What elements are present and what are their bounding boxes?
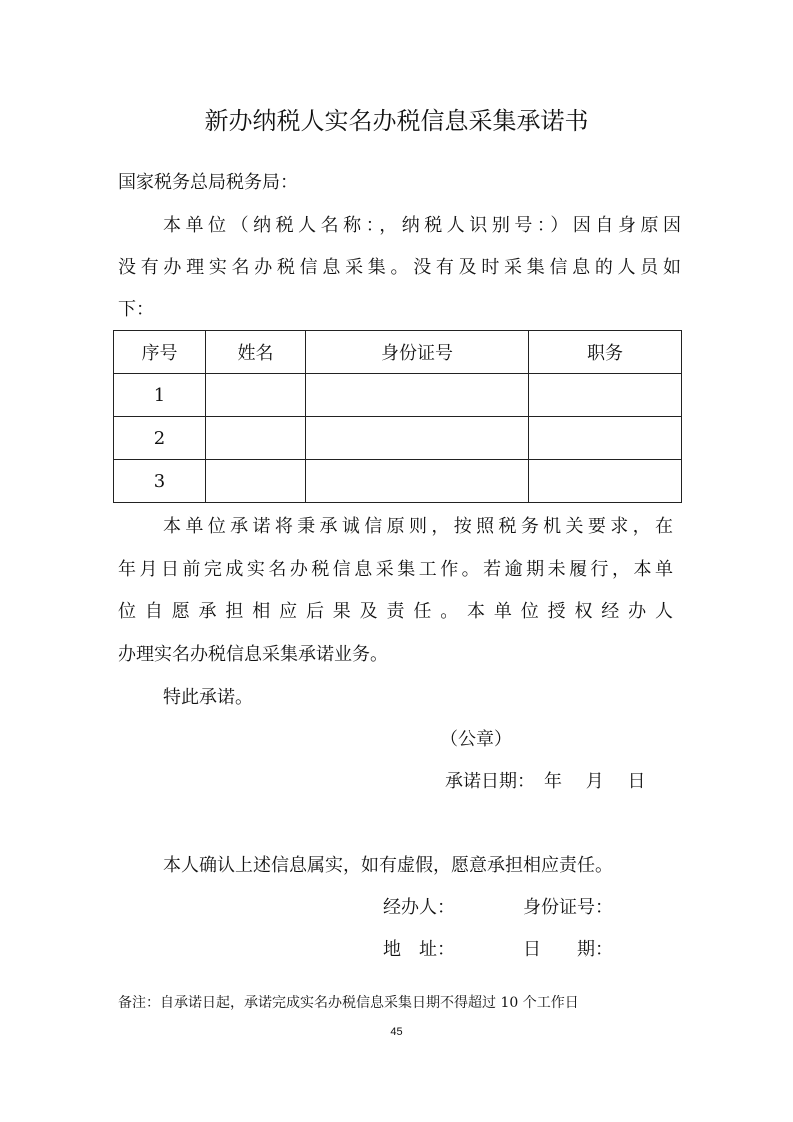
seal-label: （公章） xyxy=(440,729,512,750)
cell-id-number[interactable] xyxy=(306,374,529,417)
confirmation-statement: 本人确认上述信息属实，如有虚假，愿意承担相应责任。 xyxy=(163,855,613,876)
paragraph-2-line: 本单位承诺将秉承诚信原则，按照税务机关要求，在 xyxy=(163,516,673,537)
header-name: 姓名 xyxy=(206,331,306,374)
cell-name[interactable] xyxy=(206,417,306,460)
paragraph-2-line: 年月日前完成实名办税信息采集工作。若逾期未履行，本单 xyxy=(118,559,673,580)
address-label: 地 址： xyxy=(383,939,455,960)
commit-date: 承诺日期： 年 月 日 xyxy=(445,771,646,792)
cell-id-number[interactable] xyxy=(306,460,529,503)
agent-label: 经办人： xyxy=(383,897,455,918)
cell-name[interactable] xyxy=(206,374,306,417)
paragraph-1-line: 没有办理实名办税信息采集。没有及时采集信息的人员如 xyxy=(118,257,681,278)
table-row xyxy=(114,417,682,460)
paragraph-1-line: 本单位（纳税人名称：，纳税人识别号：）因自身原因 xyxy=(163,215,681,236)
personnel-table xyxy=(113,330,682,503)
addressee: 国家税务总局税务局： xyxy=(118,172,298,193)
header-index: 序号 xyxy=(114,331,206,374)
header-id-number: 身份证号 xyxy=(306,331,529,374)
paragraph-1-line: 下： xyxy=(118,299,154,320)
cell-position[interactable] xyxy=(529,460,682,503)
table-row xyxy=(114,460,682,503)
page-number: 45 xyxy=(390,1026,403,1038)
id-number-label: 身份证号： xyxy=(523,897,613,918)
table-header-row xyxy=(114,331,682,374)
cell-index: 3 xyxy=(114,460,206,503)
cell-position[interactable] xyxy=(529,417,682,460)
cell-position[interactable] xyxy=(529,374,682,417)
closing: 特此承诺。 xyxy=(163,687,253,708)
document-title: 新办纳税人实名办税信息采集承诺书 xyxy=(204,107,589,135)
cell-index: 2 xyxy=(114,417,206,460)
cell-name[interactable] xyxy=(206,460,306,503)
footnote: 备注：自承诺日起，承诺完成实名办税信息采集日期不得超过 10 个工作日 xyxy=(118,995,579,1011)
date-label: 日 期： xyxy=(523,939,613,960)
header-position: 职务 xyxy=(529,331,682,374)
paragraph-2-line: 办理实名办税信息采集承诺业务。 xyxy=(118,644,388,665)
table-row xyxy=(114,374,682,417)
cell-id-number[interactable] xyxy=(306,417,529,460)
paragraph-2-line: 位自愿承担相应后果及责任。本单位授权经办人 xyxy=(118,601,673,622)
cell-index: 1 xyxy=(114,374,206,417)
